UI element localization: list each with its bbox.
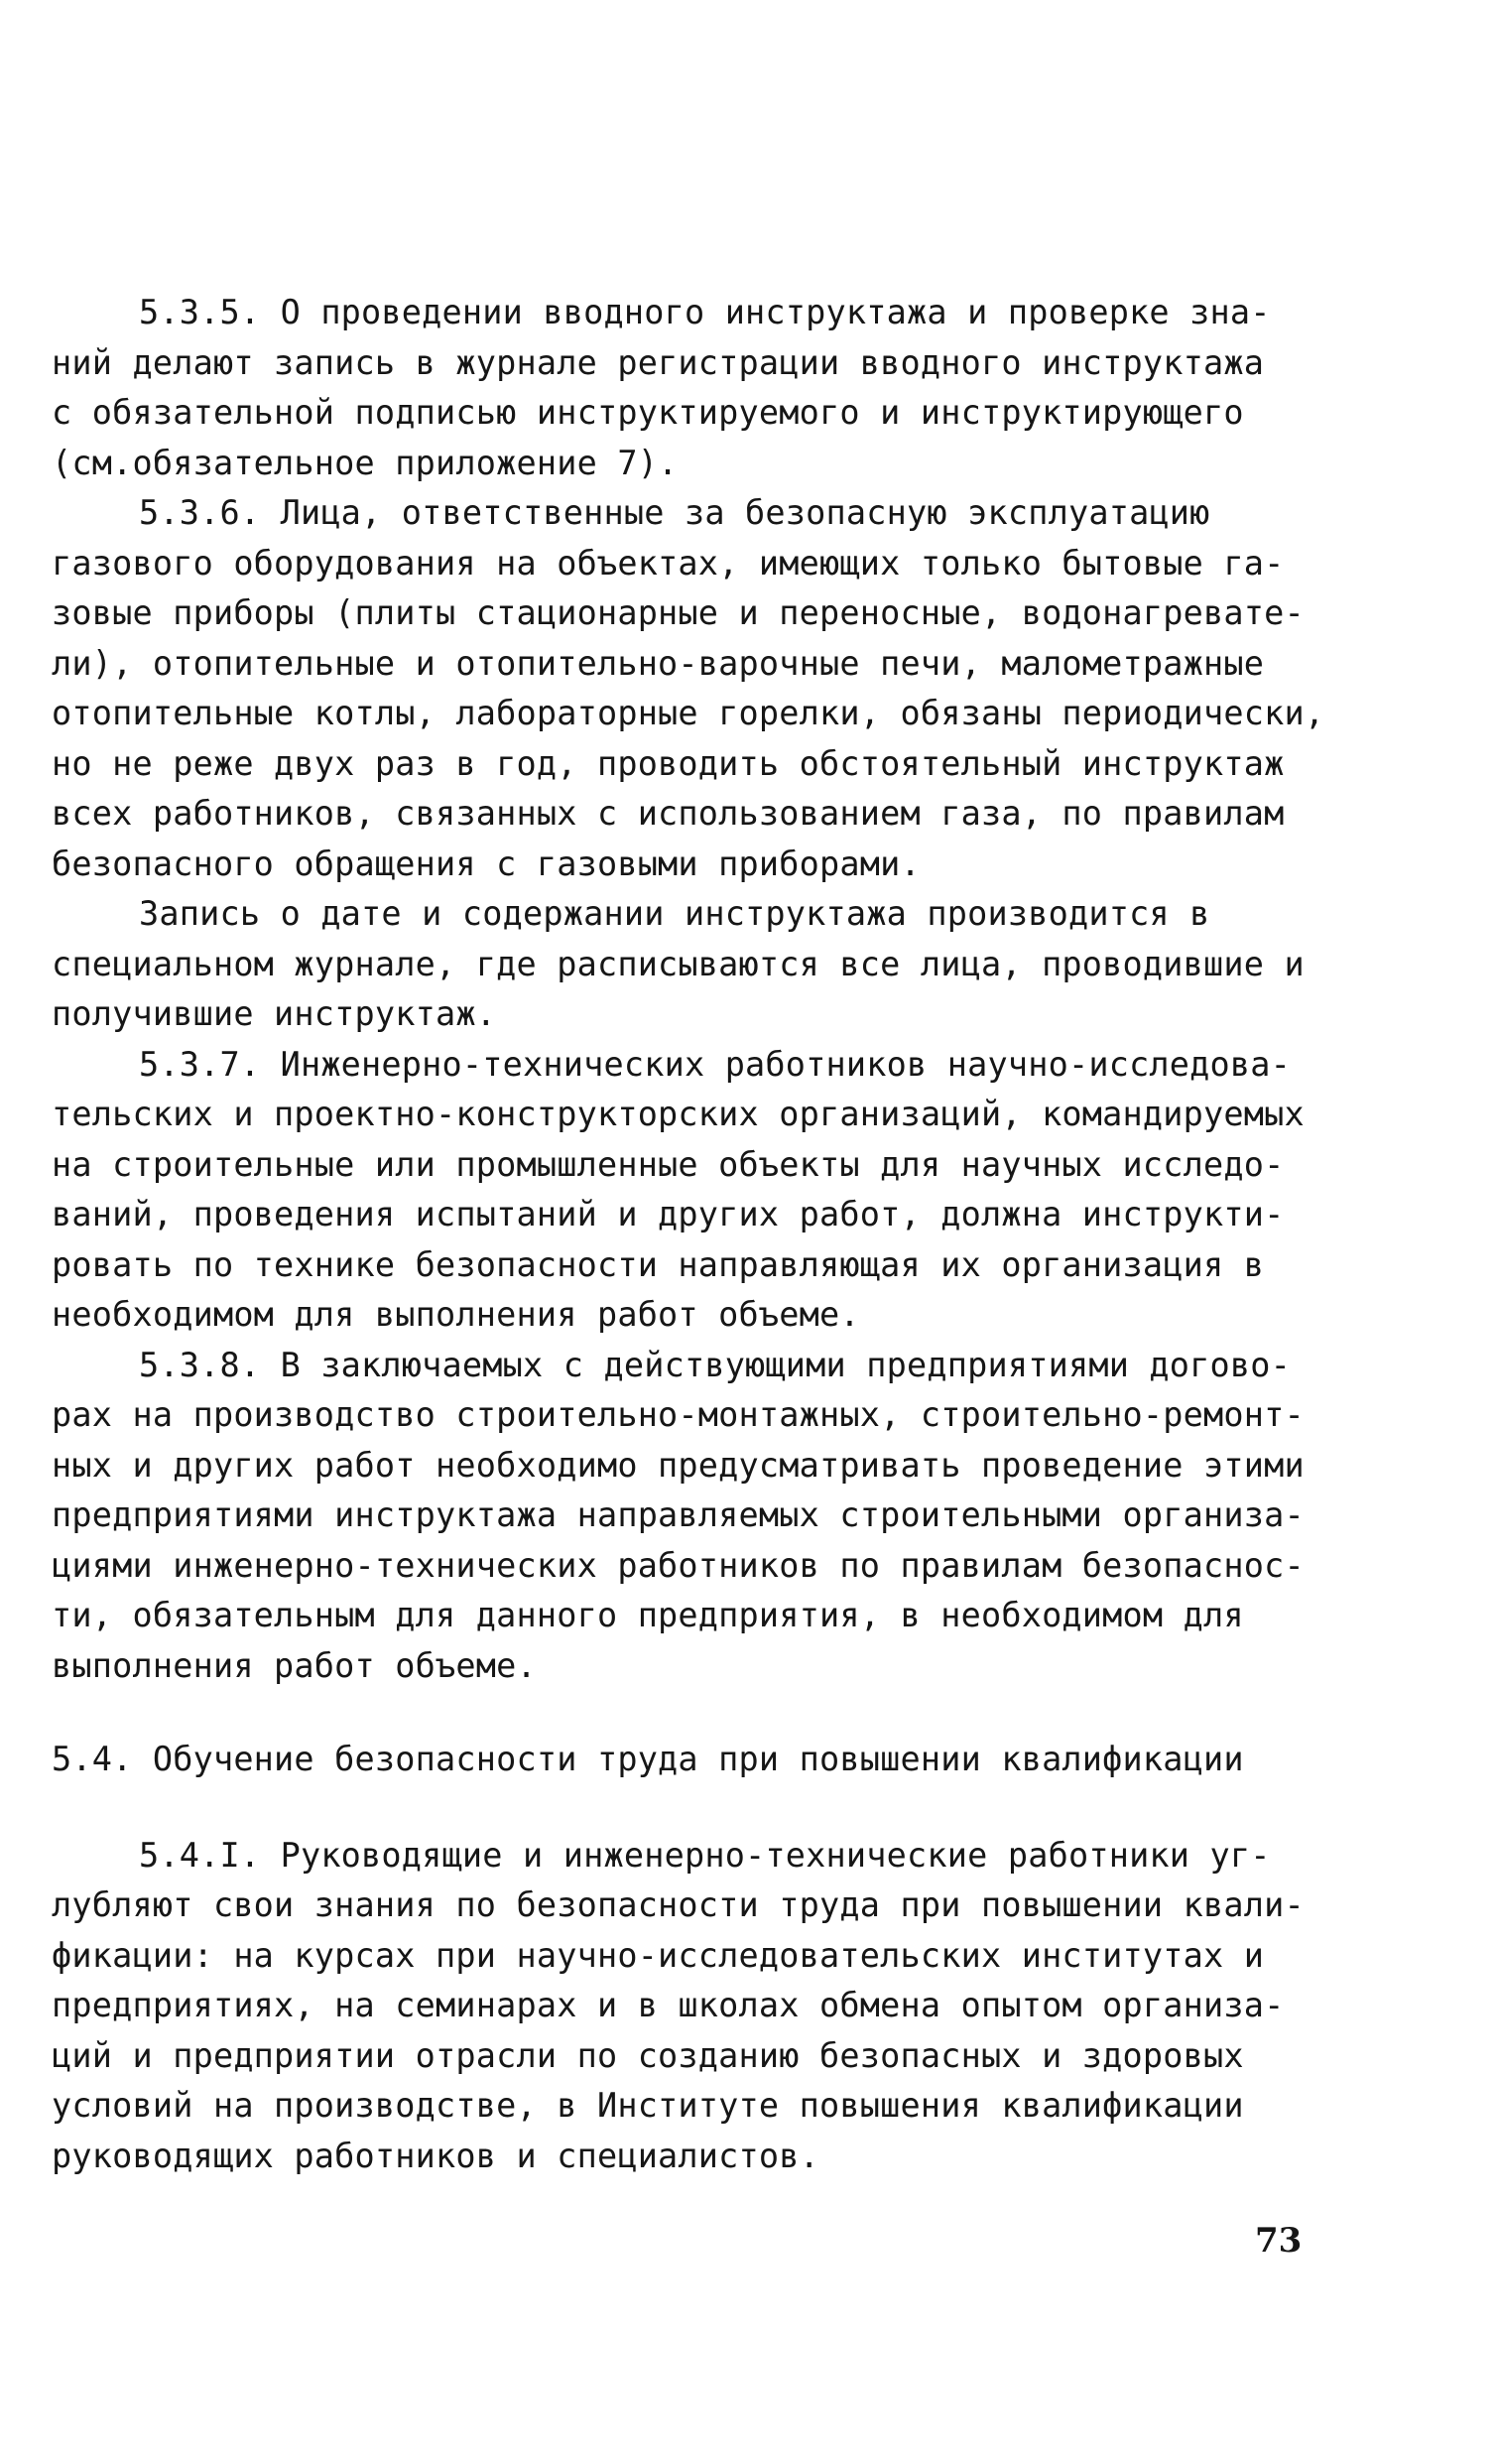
text-line: с обязательной подписью инструктируемого и инструктирующего: [52, 393, 1244, 432]
text-line: 5.3.8. В заключаемых с действующими предприятиями догово-: [139, 1345, 1292, 1384]
text-line: зовые приборы (плиты стационарные и переносные, водонагревате-: [52, 593, 1305, 632]
paragraph-5-4-1: [52, 1831, 1331, 2182]
text-line: (см.обязательное приложение 7).: [52, 443, 679, 482]
text-line: ций и предприятии отрасли по созданию безопасных и здоровых: [52, 2035, 1244, 2075]
text-line: ных и других работ необходимо предусматривать проведение этими: [52, 1445, 1305, 1485]
text-line: ний делают запись в журнале регистрации вводного инструктажа: [52, 342, 1265, 382]
text-line: руководящих работников и специалистов.: [52, 2136, 820, 2175]
text-line: фикации: на курсах при научно-исследовательских институтах и: [52, 1935, 1265, 1975]
text-line: тельских и проектно-конструкторских организаций, командируемых: [52, 1095, 1305, 1133]
text-line: Запись о дате и содержании инструктажа производится в: [139, 894, 1210, 933]
text-line: на строительные или промышленные объекты для научных исследо-: [52, 1144, 1285, 1184]
section-heading-5-4: 5.4. Обучение безопасности труда при повышении квалификации: [52, 1740, 1244, 1778]
text-line: безопасного обращения с газовыми приборами.: [52, 843, 921, 883]
paragraph-5-3-7: [52, 1040, 1331, 1341]
text-line: отопительные котлы, лабораторные горелки, обязаны периодически,: [52, 694, 1325, 732]
document-page: [52, 288, 1331, 2181]
text-line: ли), отопительные и отопительно-варочные печи, малометражные: [52, 643, 1265, 683]
text-line: 5.3.6. Лица, ответственные за безопасную эксплуатацию: [139, 493, 1210, 532]
text-line: ровать по технике безопасности направляющая их организация в: [52, 1244, 1265, 1284]
text-line: но не реже двух раз в год, проводить обстоятельный инструктаж: [52, 743, 1285, 783]
text-line: предприятиями инструктажа направляемых строительными организа-: [52, 1495, 1305, 1534]
text-line: рах на производство строительно-монтажных, строительно-ремонт-: [52, 1395, 1305, 1434]
text-line: предприятиях, на семинарах и в школах обмена опытом организа-: [52, 1986, 1285, 2024]
text-line: ваний, проведения испытаний и других работ, должна инструкти-: [52, 1195, 1285, 1233]
text-line: циями инженерно-технических работников по правилам безопаснос-: [52, 1545, 1305, 1585]
text-line: ти, обязательным для данного предприятия, в необходимом для: [52, 1596, 1244, 1634]
text-line: всех работников, связанных с использованием газа, по правилам: [52, 794, 1285, 833]
text-line: специальном журнале, где расписываются все лица, проводившие и: [52, 944, 1305, 983]
text-line: выполнения работ объеме.: [52, 1645, 537, 1685]
text-line: получившие инструктаж.: [52, 994, 497, 1033]
text-line: 5.3.5. О проведении вводного инструктажа и проверке зна-: [139, 293, 1271, 331]
text-line: 5.4.I. Руководящие и инженерно-технические работники уг-: [139, 1835, 1271, 1875]
paragraph-5-3-6: [52, 488, 1331, 889]
text-line: газового оборудования на объектах, имеющих только бытовые га-: [52, 543, 1285, 583]
text-line: условий на производстве, в Институте повышения квалификации: [52, 2086, 1244, 2125]
text-line: лубляют свои знания по безопасности труда при повышении квали-: [52, 1885, 1305, 1924]
page-number: 73: [1255, 2221, 1303, 2261]
text-line: 5.3.7. Инженерно-технических работников научно-исследова-: [139, 1044, 1292, 1084]
text-line: необходимом для выполнения работ объеме.: [52, 1295, 860, 1334]
paragraph-5-3-5: [52, 288, 1331, 488]
paragraph-zapis: [52, 889, 1331, 1040]
spacer: [52, 1785, 1331, 1831]
spacer: [52, 1691, 1331, 1735]
paragraph-5-3-8: [52, 1341, 1331, 1692]
